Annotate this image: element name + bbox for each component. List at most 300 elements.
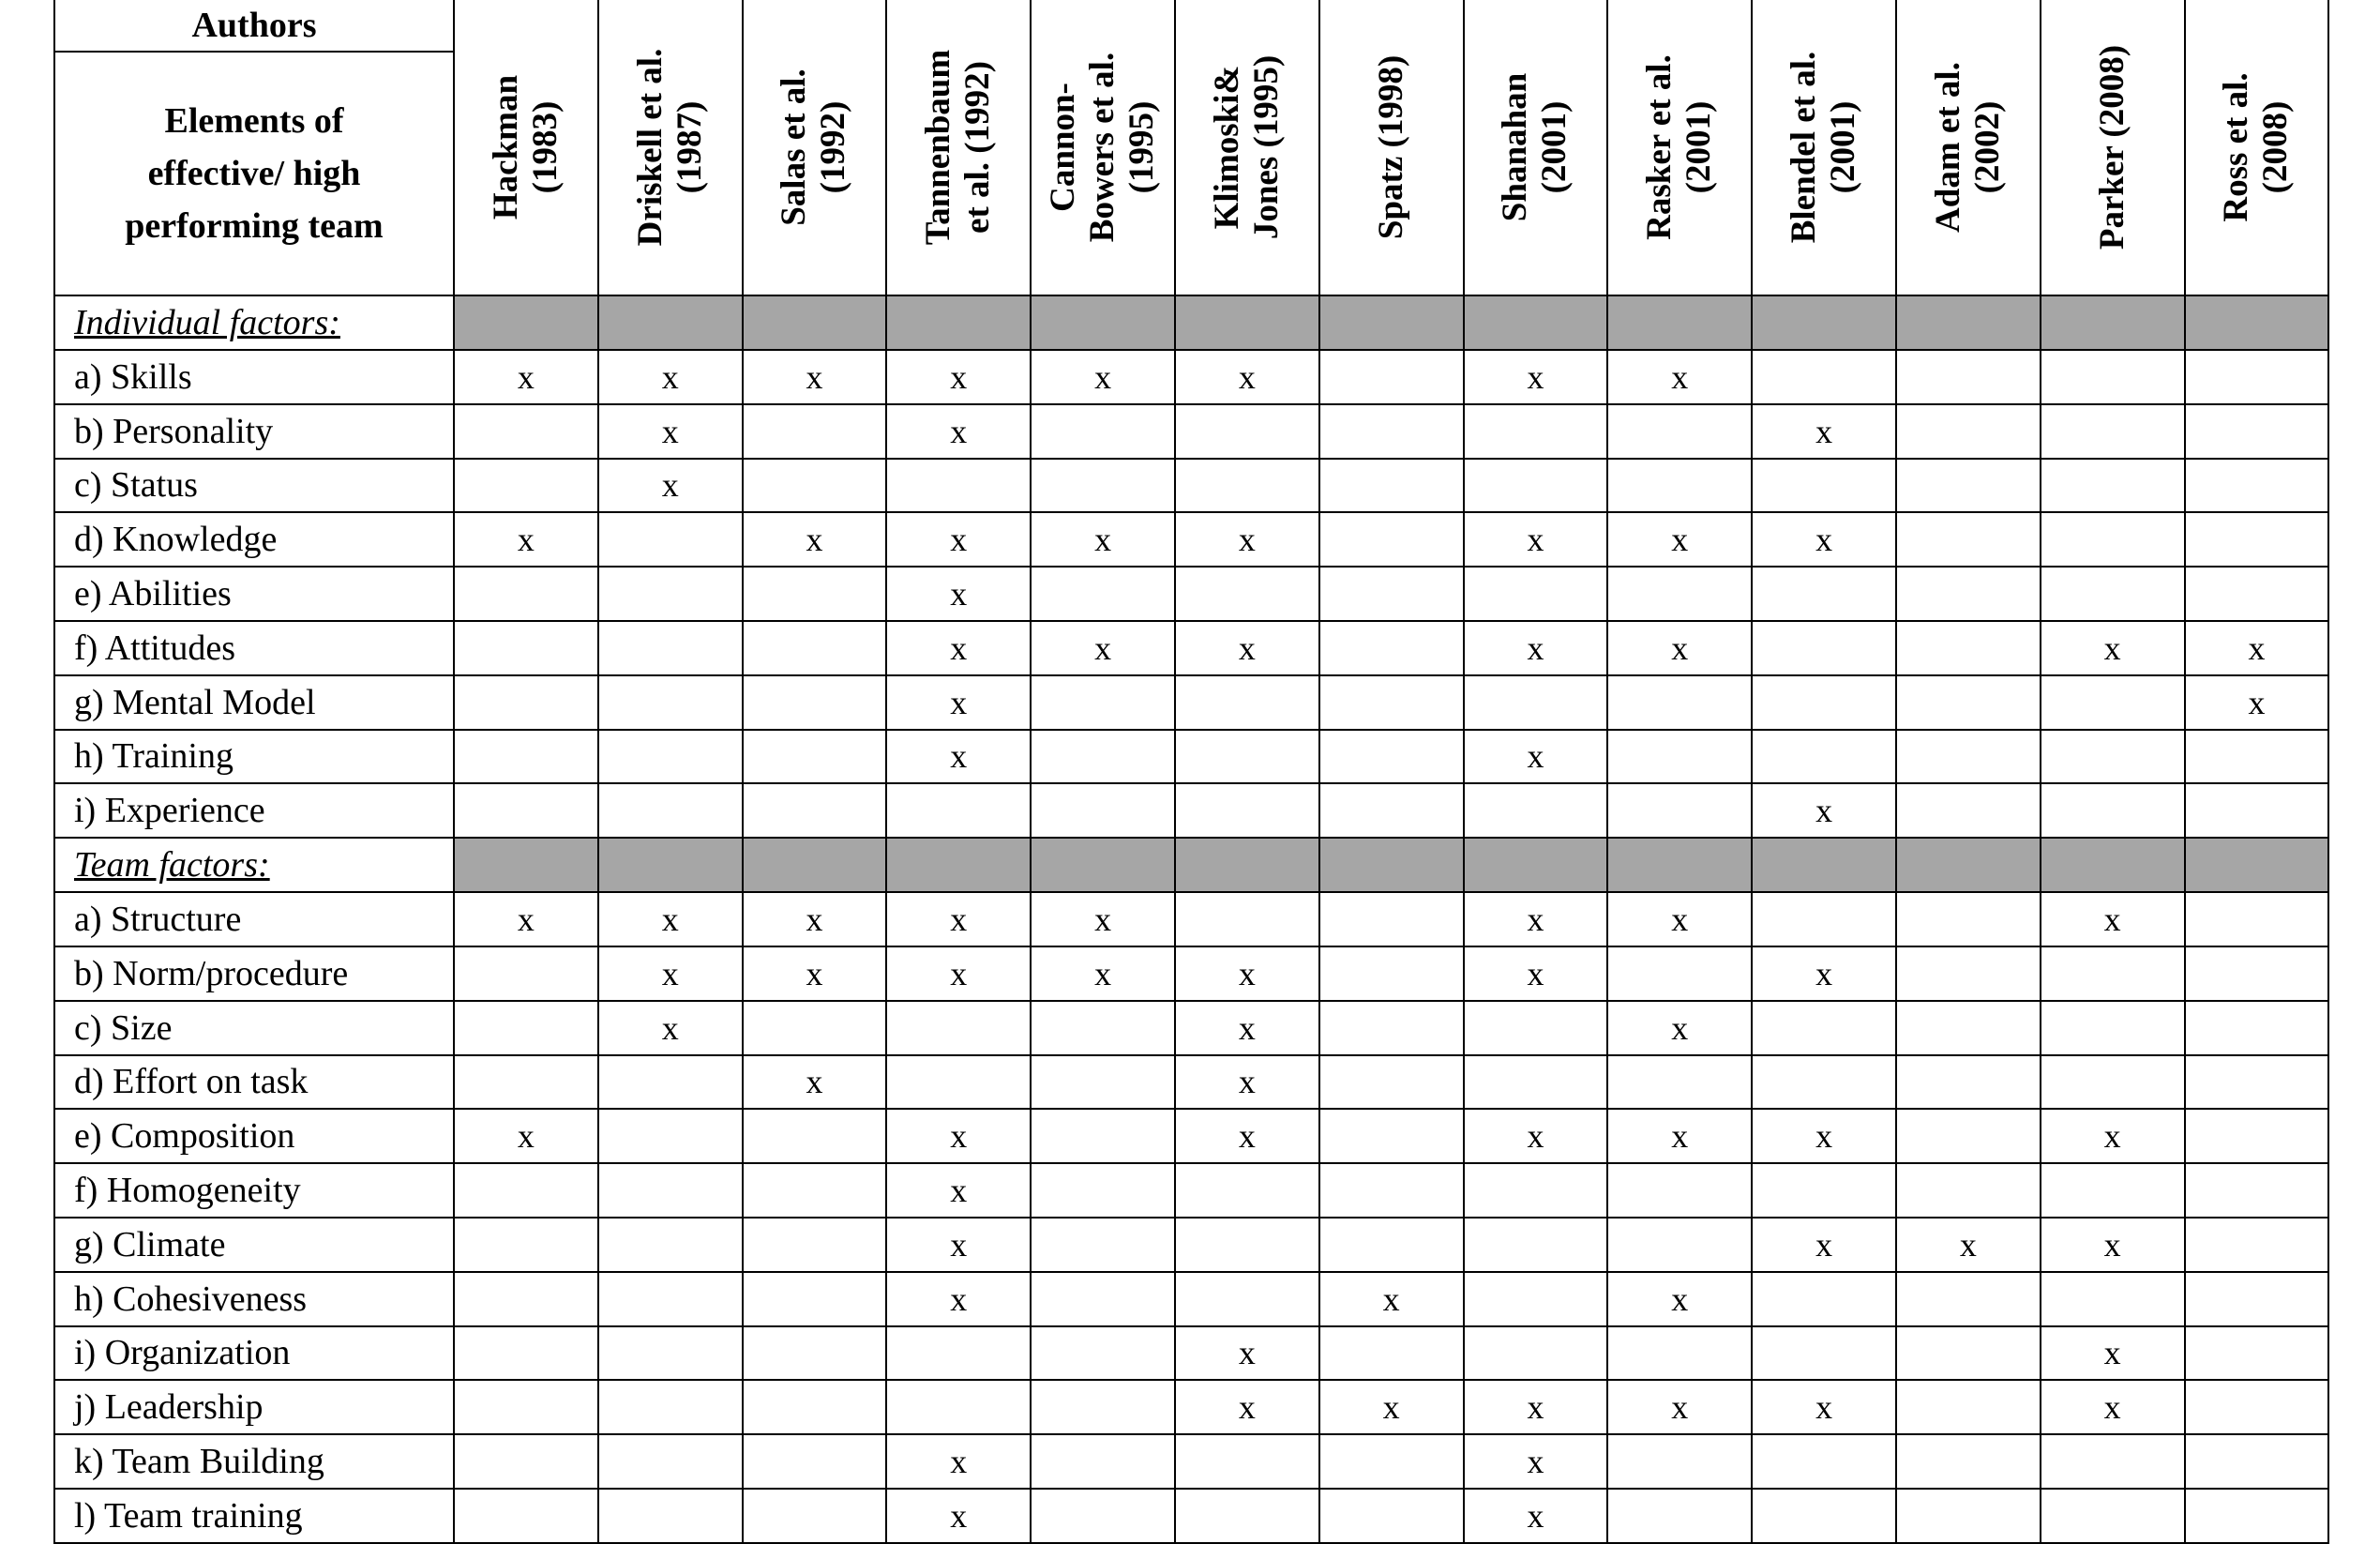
mark-cell-empty [598, 1055, 743, 1110]
table-row [54, 459, 2328, 513]
mark-cell-checked: x [743, 350, 887, 404]
mark-cell-empty [1319, 783, 1464, 838]
mark-cell-empty [454, 1272, 598, 1326]
mark-cell-empty [1896, 1489, 2041, 1543]
mark-cell-checked: x [886, 1434, 1031, 1489]
mark-cell-empty [1319, 1326, 1464, 1381]
mark-cell-empty [1319, 459, 1464, 513]
mark-cell-empty [2185, 567, 2329, 621]
mark-cell-checked: x [886, 892, 1031, 946]
element-label: d) Effort on task [54, 1055, 454, 1110]
mark-cell-checked: x [454, 892, 598, 946]
mark-cell-empty [1607, 675, 1752, 730]
mark-cell-empty [743, 567, 887, 621]
mark-cell-empty [1031, 1272, 1175, 1326]
author-name: Spatz (1998) [1371, 54, 1410, 240]
mark-cell-empty [743, 1218, 887, 1272]
section-shade-cell [1752, 838, 1896, 892]
mark-cell-empty [1896, 892, 2041, 946]
mark-cell-empty [454, 1326, 598, 1381]
mark-cell-checked: x [2041, 892, 2185, 946]
element-label: k) Team Building [54, 1434, 454, 1489]
mark-cell-empty [2041, 567, 2185, 621]
mark-cell-empty [2041, 1489, 2185, 1543]
mark-cell-empty [1031, 459, 1175, 513]
mark-cell-checked: x [598, 404, 743, 459]
element-label: i) Organization [54, 1326, 454, 1381]
table-row [54, 1001, 2328, 1055]
mark-cell-checked: x [743, 512, 887, 567]
mark-cell-empty [454, 1163, 598, 1218]
mark-cell-empty [1752, 1434, 1896, 1489]
mark-cell-empty [1175, 404, 1319, 459]
element-label: i) Experience [54, 783, 454, 838]
mark-cell-empty [454, 567, 598, 621]
mark-cell-checked: x [886, 404, 1031, 459]
mark-cell-checked: x [2041, 1109, 2185, 1163]
section-shade-cell [1319, 838, 1464, 892]
author-header-12 [2185, 0, 2329, 295]
mark-cell-checked: x [2185, 675, 2329, 730]
author-name: Rasker et al. (2001) [1640, 54, 1719, 240]
mark-cell-empty [1752, 1001, 1896, 1055]
mark-cell-empty [2041, 350, 2185, 404]
mark-cell-checked: x [2041, 621, 2185, 675]
mark-cell-checked: x [1752, 783, 1896, 838]
mark-cell-checked: x [1175, 1055, 1319, 1110]
mark-cell-empty [2041, 1055, 2185, 1110]
table-row [54, 1326, 2328, 1381]
mark-cell-empty [743, 783, 887, 838]
mark-cell-empty [598, 783, 743, 838]
element-label: a) Structure [54, 892, 454, 946]
table-row [54, 1272, 2328, 1326]
mark-cell-empty [454, 621, 598, 675]
author-name: Salas et al. (1992) [775, 68, 853, 226]
mark-cell-empty [1896, 567, 2041, 621]
section-shade-cell [2185, 295, 2329, 350]
mark-cell-empty [886, 783, 1031, 838]
mark-cell-checked: x [886, 730, 1031, 784]
mark-cell-empty [598, 512, 743, 567]
mark-cell-empty [1031, 1001, 1175, 1055]
mark-cell-empty [1607, 1055, 1752, 1110]
mark-cell-empty [598, 730, 743, 784]
author-name: Cannon- Bowers et al. (1995) [1044, 52, 1162, 243]
mark-cell-empty [1464, 1055, 1608, 1110]
mark-cell-checked: x [454, 1109, 598, 1163]
mark-cell-empty [1319, 1001, 1464, 1055]
mark-cell-empty [2041, 946, 2185, 1001]
mark-cell-empty [2185, 350, 2329, 404]
mark-cell-empty [1752, 1272, 1896, 1326]
mark-cell-empty [598, 1326, 743, 1381]
mark-cell-empty [1319, 621, 1464, 675]
mark-cell-checked: x [1175, 1380, 1319, 1434]
header-row-authors [54, 0, 2328, 52]
mark-cell-empty [1319, 675, 1464, 730]
mark-cell-empty [743, 1326, 887, 1381]
mark-cell-empty [2185, 1380, 2329, 1434]
section-shade-cell [1607, 295, 1752, 350]
author-name: Hackman (1983) [486, 74, 565, 220]
mark-cell-empty [1464, 459, 1608, 513]
mark-cell-checked: x [1464, 1380, 1608, 1434]
mark-cell-checked: x [1175, 946, 1319, 1001]
author-name: Blendel et al. (2001) [1785, 51, 1863, 244]
mark-cell-empty [1319, 1434, 1464, 1489]
mark-cell-empty [1464, 675, 1608, 730]
table-row [54, 1434, 2328, 1489]
mark-cell-empty [1896, 1163, 2041, 1218]
mark-cell-checked: x [2041, 1218, 2185, 1272]
mark-cell-checked: x [1031, 512, 1175, 567]
author-header-8 [1607, 0, 1752, 295]
mark-cell-empty [2041, 1434, 2185, 1489]
element-label: f) Attitudes [54, 621, 454, 675]
mark-cell-empty [1607, 1434, 1752, 1489]
section-shade-cell [1896, 295, 2041, 350]
mark-cell-empty [1896, 1434, 2041, 1489]
element-label: e) Composition [54, 1109, 454, 1163]
mark-cell-empty [1896, 621, 2041, 675]
mark-cell-empty [2185, 892, 2329, 946]
mark-cell-empty [1896, 675, 2041, 730]
mark-cell-checked: x [454, 350, 598, 404]
mark-cell-empty [886, 1001, 1031, 1055]
mark-cell-empty [1896, 783, 2041, 838]
element-label: h) Training [54, 730, 454, 784]
mark-cell-empty [1607, 946, 1752, 1001]
section-shade-cell [1607, 838, 1752, 892]
mark-cell-empty [2041, 459, 2185, 513]
mark-cell-empty [1175, 1434, 1319, 1489]
mark-cell-empty [1175, 567, 1319, 621]
mark-cell-empty [1464, 1272, 1608, 1326]
author-header-10 [1896, 0, 2041, 295]
section-shade-cell [886, 838, 1031, 892]
mark-cell-checked: x [1752, 404, 1896, 459]
mark-cell-empty [1607, 459, 1752, 513]
mark-cell-empty [598, 1272, 743, 1326]
element-label: d) Knowledge [54, 512, 454, 567]
mark-cell-checked: x [598, 459, 743, 513]
mark-cell-empty [743, 1163, 887, 1218]
section-shade-cell [2041, 838, 2185, 892]
mark-cell-checked: x [1752, 946, 1896, 1001]
mark-cell-checked: x [743, 1055, 887, 1110]
mark-cell-empty [1175, 459, 1319, 513]
mark-cell-empty [454, 1489, 598, 1543]
mark-cell-checked: x [1607, 892, 1752, 946]
mark-cell-checked: x [454, 512, 598, 567]
mark-cell-empty [1031, 1109, 1175, 1163]
mark-cell-empty [2185, 783, 2329, 838]
mark-cell-checked: x [1464, 946, 1608, 1001]
author-name: Tannenbaum et al. (1992) [919, 49, 998, 246]
mark-cell-empty [1319, 567, 1464, 621]
mark-cell-empty [598, 1218, 743, 1272]
author-header-4 [1031, 0, 1175, 295]
mark-cell-empty [1607, 1489, 1752, 1543]
mark-cell-empty [743, 1001, 887, 1055]
mark-cell-checked: x [886, 1272, 1031, 1326]
mark-cell-checked: x [1607, 350, 1752, 404]
table-row [54, 621, 2328, 675]
section-title: Team factors: [54, 838, 454, 892]
section-shade-cell [454, 838, 598, 892]
mark-cell-empty [1752, 567, 1896, 621]
mark-cell-checked: x [598, 350, 743, 404]
mark-cell-checked: x [1175, 1109, 1319, 1163]
mark-cell-empty [886, 1055, 1031, 1110]
mark-cell-empty [1175, 892, 1319, 946]
mark-cell-empty [1319, 404, 1464, 459]
mark-cell-empty [2041, 675, 2185, 730]
element-label: j) Leadership [54, 1380, 454, 1434]
section-shade-cell [1175, 838, 1319, 892]
mark-cell-empty [743, 1489, 887, 1543]
table-row [54, 1109, 2328, 1163]
mark-cell-empty [743, 404, 887, 459]
mark-cell-checked: x [1031, 621, 1175, 675]
mark-cell-empty [1607, 1163, 1752, 1218]
section-shade-cell [598, 295, 743, 350]
mark-cell-checked: x [886, 946, 1031, 1001]
mark-cell-empty [1031, 675, 1175, 730]
mark-cell-checked: x [1031, 892, 1175, 946]
author-header-6 [1319, 0, 1464, 295]
mark-cell-empty [1607, 783, 1752, 838]
mark-cell-checked: x [1464, 1489, 1608, 1543]
mark-cell-empty [1752, 1326, 1896, 1381]
mark-cell-checked: x [1464, 1434, 1608, 1489]
element-label: b) Personality [54, 404, 454, 459]
mark-cell-empty [1175, 783, 1319, 838]
mark-cell-empty [2185, 1489, 2329, 1543]
mark-cell-empty [1464, 567, 1608, 621]
mark-cell-empty [1752, 459, 1896, 513]
mark-cell-empty [743, 675, 887, 730]
mark-cell-empty [1464, 1218, 1608, 1272]
mark-cell-checked: x [743, 892, 887, 946]
section-shade-cell [598, 838, 743, 892]
mark-cell-empty [886, 1380, 1031, 1434]
mark-cell-empty [1896, 459, 2041, 513]
mark-cell-empty [454, 675, 598, 730]
mark-cell-empty [1752, 730, 1896, 784]
mark-cell-empty [1319, 1163, 1464, 1218]
mark-cell-empty [1896, 404, 2041, 459]
mark-cell-checked: x [886, 567, 1031, 621]
mark-cell-checked: x [886, 1489, 1031, 1543]
mark-cell-checked: x [1752, 512, 1896, 567]
mark-cell-checked: x [598, 1001, 743, 1055]
author-name: Shanahan (2001) [1496, 72, 1574, 222]
mark-cell-empty [2041, 1001, 2185, 1055]
author-header-2 [743, 0, 887, 295]
mark-cell-checked: x [743, 946, 887, 1001]
mark-cell-checked: x [1175, 350, 1319, 404]
table-row [54, 1055, 2328, 1110]
section-shade-cell [1175, 295, 1319, 350]
mark-cell-empty [2185, 1434, 2329, 1489]
mark-cell-empty [743, 1272, 887, 1326]
section-shade-cell [743, 838, 887, 892]
mark-cell-empty [598, 1109, 743, 1163]
mark-cell-empty [886, 459, 1031, 513]
mark-cell-empty [2041, 1272, 2185, 1326]
mark-cell-empty [2041, 404, 2185, 459]
element-label: h) Cohesiveness [54, 1272, 454, 1326]
mark-cell-checked: x [1464, 892, 1608, 946]
mark-cell-empty [1607, 1218, 1752, 1272]
section-shade-cell [1031, 295, 1175, 350]
mark-cell-empty [1031, 404, 1175, 459]
table-row [54, 1380, 2328, 1434]
mark-cell-empty [1319, 730, 1464, 784]
mark-cell-checked: x [1319, 1380, 1464, 1434]
mark-cell-empty [1896, 1272, 2041, 1326]
mark-cell-empty [2041, 512, 2185, 567]
author-name: Adam et al. (2002) [1928, 62, 2007, 233]
element-label: e) Abilities [54, 567, 454, 621]
mark-cell-empty [2185, 1218, 2329, 1272]
mark-cell-empty [1031, 1489, 1175, 1543]
table-row [54, 892, 2328, 946]
element-label: a) Skills [54, 350, 454, 404]
table-row [54, 567, 2328, 621]
mark-cell-checked: x [1175, 621, 1319, 675]
mark-cell-checked: x [2041, 1326, 2185, 1381]
mark-cell-empty [2185, 1272, 2329, 1326]
mark-cell-empty [2185, 512, 2329, 567]
element-label: b) Norm/procedure [54, 946, 454, 1001]
mark-cell-empty [1031, 783, 1175, 838]
mark-cell-empty [598, 675, 743, 730]
mark-cell-empty [1464, 1326, 1608, 1381]
mark-cell-empty [886, 1326, 1031, 1381]
author-header-3 [886, 0, 1031, 295]
mark-cell-empty [1319, 512, 1464, 567]
mark-cell-empty [2041, 730, 2185, 784]
section-shade-cell [1319, 295, 1464, 350]
section-row [54, 838, 2328, 892]
mark-cell-empty [1752, 621, 1896, 675]
element-label: f) Homogeneity [54, 1163, 454, 1218]
section-shade-cell [2185, 838, 2329, 892]
mark-cell-checked: x [1896, 1218, 2041, 1272]
mark-cell-empty [743, 1109, 887, 1163]
mark-cell-checked: x [1464, 730, 1608, 784]
mark-cell-empty [1031, 1380, 1175, 1434]
mark-cell-empty [1175, 1218, 1319, 1272]
mark-cell-empty [2185, 1326, 2329, 1381]
mark-cell-empty [1319, 946, 1464, 1001]
mark-cell-checked: x [1607, 1001, 1752, 1055]
mark-cell-empty [1752, 1055, 1896, 1110]
mark-cell-checked: x [1607, 621, 1752, 675]
table-row [54, 675, 2328, 730]
mark-cell-empty [454, 1218, 598, 1272]
table-row [54, 1489, 2328, 1543]
author-header-7 [1464, 0, 1608, 295]
mark-cell-empty [1031, 730, 1175, 784]
mark-cell-checked: x [1752, 1218, 1896, 1272]
mark-cell-empty [454, 459, 598, 513]
section-shade-cell [2041, 295, 2185, 350]
mark-cell-checked: x [1464, 512, 1608, 567]
element-label: g) Climate [54, 1218, 454, 1272]
table-row [54, 1218, 2328, 1272]
mark-cell-empty [598, 1434, 743, 1489]
author-name: Ross et al. (2008) [2217, 72, 2296, 222]
mark-cell-empty [743, 459, 887, 513]
mark-cell-checked: x [886, 1163, 1031, 1218]
mark-cell-empty [1031, 1218, 1175, 1272]
table-row [54, 350, 2328, 404]
mark-cell-checked: x [886, 512, 1031, 567]
mark-cell-empty [454, 1001, 598, 1055]
mark-cell-empty [1319, 892, 1464, 946]
mark-cell-empty [2185, 1055, 2329, 1110]
mark-cell-empty [1464, 783, 1608, 838]
table-row [54, 946, 2328, 1001]
mark-cell-checked: x [1175, 1001, 1319, 1055]
element-label: g) Mental Model [54, 675, 454, 730]
mark-cell-empty [598, 567, 743, 621]
mark-cell-checked: x [598, 946, 743, 1001]
mark-cell-empty [1607, 1326, 1752, 1381]
author-header-9 [1752, 0, 1896, 295]
mark-cell-checked: x [1607, 1272, 1752, 1326]
mark-cell-empty [1752, 1163, 1896, 1218]
mark-cell-empty [598, 1380, 743, 1434]
mark-cell-empty [1031, 1055, 1175, 1110]
mark-cell-empty [454, 1055, 598, 1110]
mark-cell-empty [1896, 1055, 2041, 1110]
section-shade-cell [454, 295, 598, 350]
element-label: c) Status [54, 459, 454, 513]
mark-cell-empty [1896, 1109, 2041, 1163]
section-shade-cell [1464, 295, 1608, 350]
section-title: Individual factors: [54, 295, 454, 350]
mark-cell-checked: x [2041, 1380, 2185, 1434]
mark-cell-empty [2185, 1109, 2329, 1163]
mark-cell-empty [743, 1434, 887, 1489]
mark-cell-checked: x [1607, 1380, 1752, 1434]
mark-cell-empty [454, 404, 598, 459]
mark-cell-empty [1896, 512, 2041, 567]
mark-cell-empty [598, 1489, 743, 1543]
mark-cell-empty [1464, 404, 1608, 459]
mark-cell-empty [2185, 459, 2329, 513]
author-header-1 [598, 0, 743, 295]
mark-cell-empty [1896, 350, 2041, 404]
mark-cell-empty [1607, 567, 1752, 621]
section-shade-cell [1031, 838, 1175, 892]
mark-cell-empty [1319, 1109, 1464, 1163]
mark-cell-checked: x [1464, 350, 1608, 404]
mark-cell-empty [1752, 675, 1896, 730]
mark-cell-empty [598, 1163, 743, 1218]
mark-cell-empty [2185, 1001, 2329, 1055]
mark-cell-checked: x [886, 621, 1031, 675]
mark-cell-checked: x [1752, 1109, 1896, 1163]
mark-cell-empty [2041, 783, 2185, 838]
mark-cell-empty [1031, 1163, 1175, 1218]
table-row [54, 1163, 2328, 1218]
